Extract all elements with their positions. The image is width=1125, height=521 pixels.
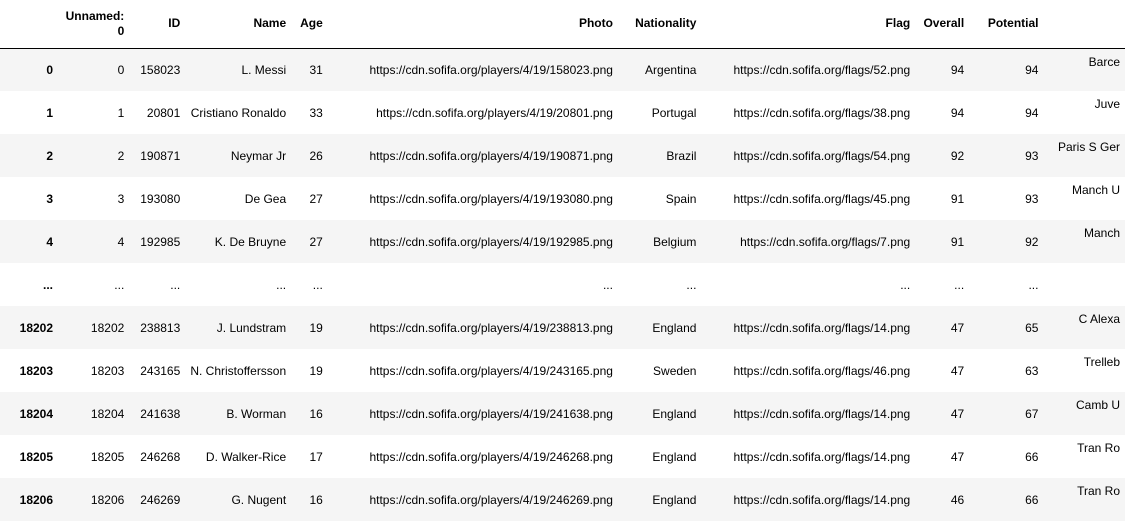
cell-name: Neymar Jr (230, 148, 287, 163)
cell-age: 17 (309, 449, 323, 464)
cell-club: Paris S Ger (1057, 140, 1120, 154)
cell-id: 193080 (140, 191, 181, 206)
table-header (0, 0, 1125, 48)
cell-potential: 66 (1025, 492, 1039, 507)
cell-nationality: Belgium (653, 234, 697, 249)
cell-id: 243165 (140, 363, 181, 378)
cell-unnamed: ... (114, 277, 125, 292)
row-index: 18205 (19, 449, 54, 464)
row-index: 18203 (19, 363, 54, 378)
cell-flag: https://cdn.sofifa.org/flags/38.png (733, 105, 911, 120)
cell-unnamed: 18206 (90, 492, 125, 507)
cell-flag: https://cdn.sofifa.org/flags/46.png (733, 363, 911, 378)
cell-photo: https://cdn.sofifa.org/players/4/19/190871.png (369, 148, 613, 163)
cell-overall: 46 (950, 492, 965, 507)
table-row (0, 349, 1125, 392)
cell-age: 26 (309, 148, 323, 163)
cell-nationality: ... (686, 277, 697, 292)
cell-nationality: Argentina (645, 62, 697, 77)
header-unnamed-0: Unnamed: 0 (58, 0, 129, 48)
cell-club: C Alexa (1078, 312, 1120, 326)
cell-name: L. Messi (241, 62, 287, 77)
row-index: 0 (46, 62, 54, 77)
row-index: 18202 (19, 320, 54, 335)
cell-unnamed: 4 (117, 234, 125, 249)
header-flag: Flag (701, 0, 915, 48)
cell-flag: ... (900, 277, 911, 292)
header-nationality: Nationality (618, 0, 701, 48)
cell-age: 33 (309, 105, 323, 120)
cell-flag: https://cdn.sofifa.org/flags/14.png (733, 406, 911, 421)
cell-club: Juve (1094, 97, 1120, 111)
cell-nationality: England (652, 449, 697, 464)
cell-photo: https://cdn.sofifa.org/players/4/19/192985.png (369, 234, 613, 249)
cell-overall: 91 (950, 234, 965, 249)
cell-nationality: England (652, 406, 697, 421)
cell-id: 192985 (140, 234, 181, 249)
cell-name: De Gea (244, 191, 287, 206)
cell-id: 158023 (140, 62, 181, 77)
table-row (0, 134, 1125, 177)
cell-age: 31 (309, 62, 323, 77)
cell-overall: 92 (950, 148, 965, 163)
cell-id: 246268 (140, 449, 181, 464)
cell-flag: https://cdn.sofifa.org/flags/54.png (733, 148, 911, 163)
header-index (0, 0, 58, 48)
cell-nationality: Brazil (666, 148, 697, 163)
cell-age: 27 (309, 234, 323, 249)
header-name: Name (185, 0, 291, 48)
cell-unnamed: 1 (117, 105, 125, 120)
cell-flag: https://cdn.sofifa.org/flags/14.png (733, 449, 911, 464)
cell-photo: https://cdn.sofifa.org/players/4/19/241638.png (369, 406, 613, 421)
table-row (0, 91, 1125, 134)
cell-potential: 94 (1025, 62, 1039, 77)
table-row-ellipsis (0, 263, 1125, 306)
cell-photo: https://cdn.sofifa.org/players/4/19/20801.png (376, 105, 613, 120)
cell-potential: 94 (1025, 105, 1039, 120)
cell-nationality: England (652, 492, 697, 507)
cell-flag: https://cdn.sofifa.org/flags/14.png (733, 492, 911, 507)
cell-overall: 47 (950, 320, 965, 335)
cell-overall: 47 (950, 406, 965, 421)
cell-potential: 92 (1025, 234, 1039, 249)
table-row (0, 177, 1125, 220)
cell-club: Manch (1083, 226, 1120, 240)
cell-name: ... (276, 277, 287, 292)
cell-age: 19 (309, 363, 323, 378)
table-body (0, 48, 1125, 521)
cell-club (1043, 263, 1125, 306)
row-index: 18206 (19, 492, 54, 507)
cell-potential: 63 (1025, 363, 1039, 378)
cell-id: 20801 (146, 105, 181, 120)
cell-overall: 47 (950, 363, 965, 378)
table-row (0, 306, 1125, 349)
cell-unnamed: 18205 (90, 449, 125, 464)
cell-overall: 47 (950, 449, 965, 464)
cell-age: 16 (309, 492, 323, 507)
cell-potential: 66 (1025, 449, 1039, 464)
cell-unnamed: 2 (117, 148, 125, 163)
cell-name: N. Christoffersson (190, 363, 287, 378)
cell-photo: ... (602, 277, 613, 292)
cell-overall: 94 (950, 62, 965, 77)
row-index: 18204 (19, 406, 54, 421)
row-index: 3 (46, 191, 54, 206)
cell-club: Tran Ro (1077, 484, 1120, 498)
header-id: ID (129, 0, 185, 48)
cell-unnamed: 18203 (90, 363, 125, 378)
cell-photo: https://cdn.sofifa.org/players/4/19/158023.png (369, 62, 613, 77)
table-row (0, 435, 1125, 478)
cell-name: K. De Bruyne (214, 234, 287, 249)
table-row (0, 392, 1125, 435)
cell-club: Barce (1088, 54, 1120, 69)
cell-unnamed: 3 (117, 191, 125, 206)
cell-id: 241638 (140, 406, 181, 421)
cell-club: Trelleb (1083, 355, 1120, 369)
cell-flag: https://cdn.sofifa.org/flags/14.png (733, 320, 911, 335)
cell-photo: https://cdn.sofifa.org/players/4/19/193080.png (369, 191, 613, 206)
cell-potential: 67 (1025, 406, 1039, 421)
cell-nationality: England (652, 320, 697, 335)
table-row (0, 48, 1125, 91)
cell-potential: ... (1028, 277, 1039, 292)
cell-potential: 93 (1025, 191, 1039, 206)
cell-flag: https://cdn.sofifa.org/flags/45.png (733, 191, 911, 206)
cell-age: 27 (309, 191, 323, 206)
cell-age: 19 (309, 320, 323, 335)
cell-name: G. Nugent (231, 492, 287, 507)
cell-age: 16 (309, 406, 323, 421)
cell-id: ... (170, 277, 181, 292)
row-index: 1 (46, 105, 54, 120)
cell-photo: https://cdn.sofifa.org/players/4/19/243165.png (369, 363, 613, 378)
cell-overall: 94 (950, 105, 965, 120)
cell-nationality: Spain (665, 191, 697, 206)
cell-id: 190871 (140, 148, 181, 163)
cell-id: 238813 (140, 320, 181, 335)
cell-age: ... (312, 277, 323, 292)
header-overall: Overall (915, 0, 969, 48)
cell-flag: https://cdn.sofifa.org/flags/52.png (733, 62, 911, 77)
cell-nationality: Sweden (653, 363, 697, 378)
cell-nationality: Portugal (651, 105, 697, 120)
table-row (0, 220, 1125, 263)
row-index: 2 (46, 148, 54, 163)
cell-photo: https://cdn.sofifa.org/players/4/19/246269.png (369, 492, 613, 507)
header-potential: Potential (969, 0, 1043, 48)
row-index: ... (43, 277, 54, 292)
cell-photo: https://cdn.sofifa.org/players/4/19/246268.png (369, 449, 613, 464)
cell-potential: 65 (1025, 320, 1039, 335)
cell-club: Tran Ro (1077, 441, 1120, 455)
cell-name: D. Walker-Rice (205, 449, 287, 464)
table-row (0, 478, 1125, 521)
cell-name: J. Lundstram (216, 320, 287, 335)
cell-overall: ... (954, 277, 965, 292)
cell-id: 246269 (140, 492, 181, 507)
cell-club: Manch U (1071, 183, 1120, 197)
header-photo: Photo (328, 0, 618, 48)
cell-flag: https://cdn.sofifa.org/flags/7.png (740, 234, 911, 249)
cell-unnamed: 18204 (90, 406, 125, 421)
cell-name: Cristiano Ronaldo (190, 105, 287, 120)
cell-potential: 93 (1025, 148, 1039, 163)
header-age: Age (291, 0, 328, 48)
cell-unnamed: 18202 (90, 320, 125, 335)
row-index: 4 (46, 234, 54, 249)
cell-club: Camb U (1075, 398, 1120, 412)
cell-overall: 91 (950, 191, 965, 206)
cell-unnamed: 0 (117, 62, 125, 77)
header-row (0, 0, 1125, 48)
cell-photo: https://cdn.sofifa.org/players/4/19/238813.png (369, 320, 613, 335)
header-club (1043, 0, 1125, 48)
cell-name: B. Worman (226, 406, 287, 421)
